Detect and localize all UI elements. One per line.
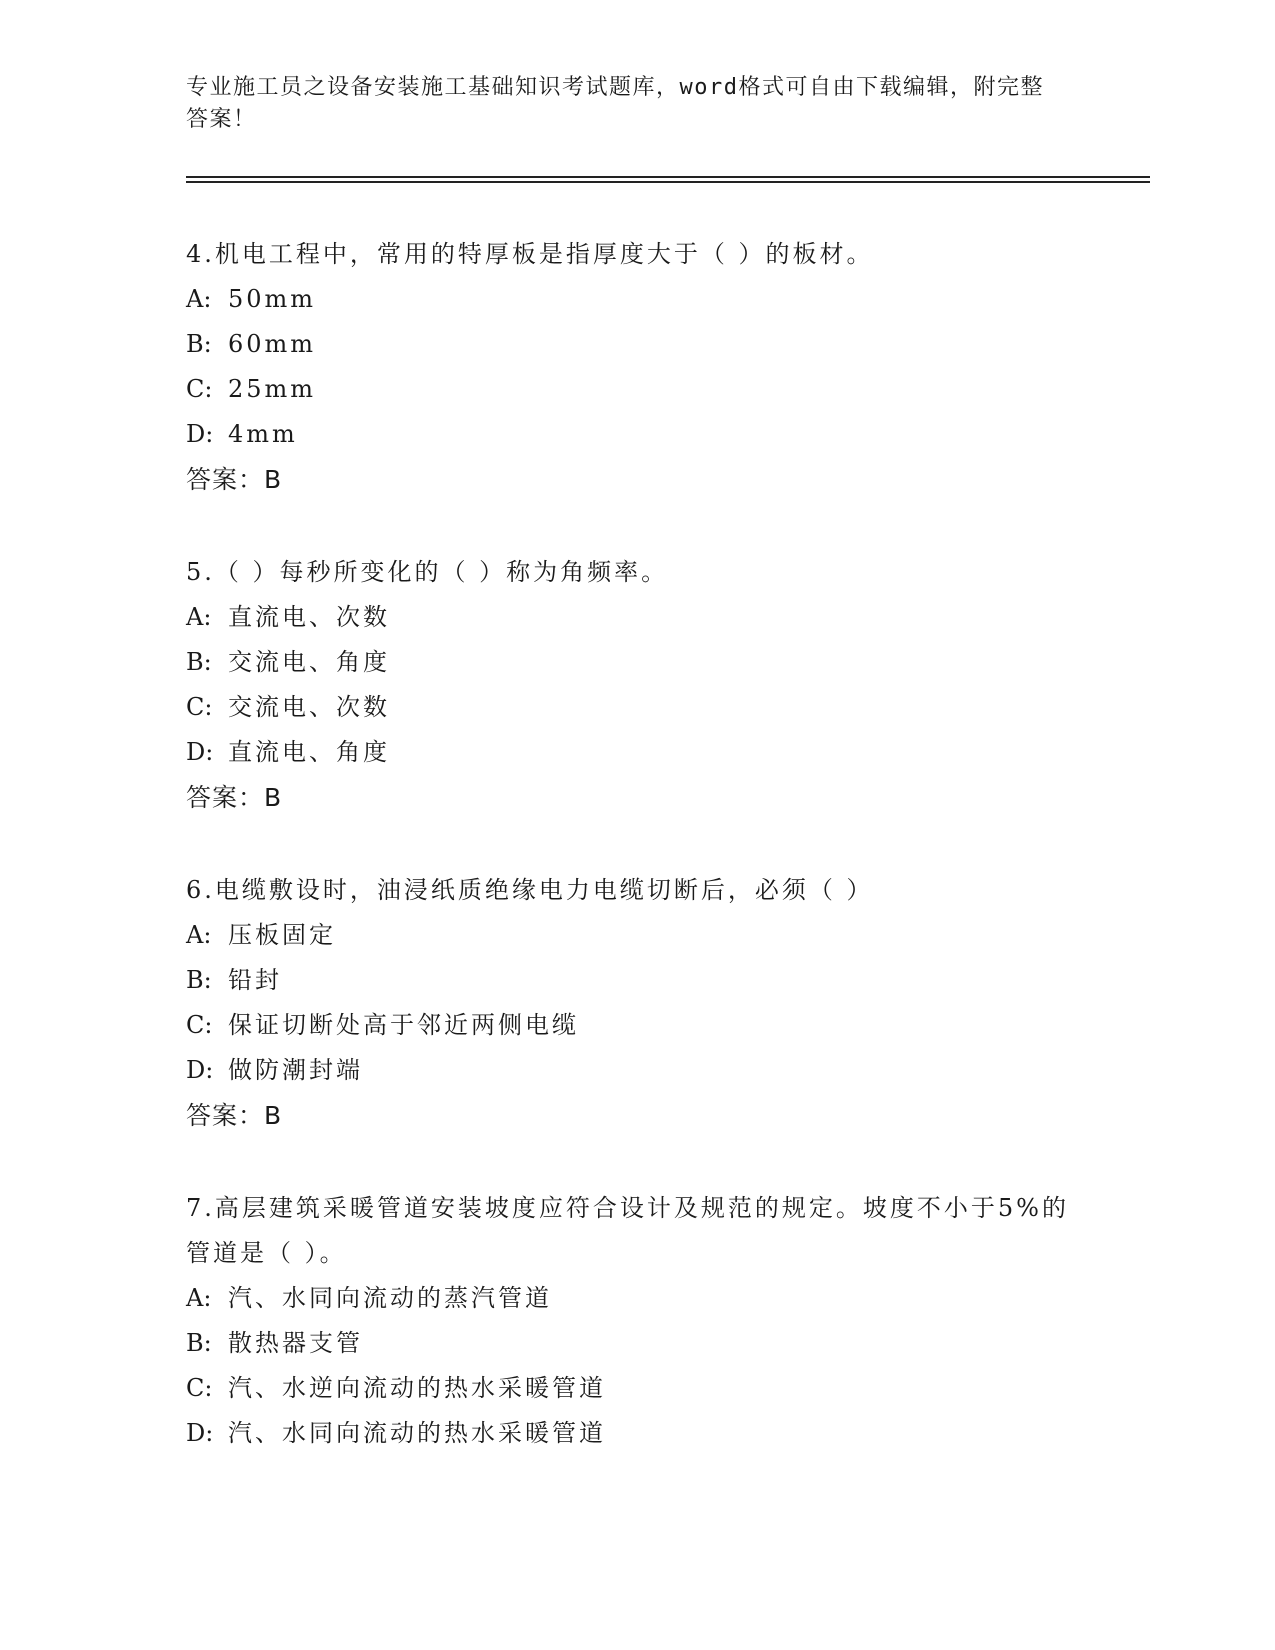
option-letter: B: bbox=[186, 966, 212, 994]
option-b bbox=[186, 958, 1086, 1003]
question-block bbox=[186, 1186, 1086, 1456]
option-text: 直流电、次数 bbox=[228, 603, 390, 631]
document-header: 专业施工员之设备安装施工基础知识考试题库，word格式可自由下载编辑，附完整答案！ bbox=[186, 75, 1044, 132]
option-a bbox=[186, 277, 1086, 322]
option-c bbox=[186, 1003, 1086, 1048]
option-text: 60mm bbox=[228, 330, 317, 358]
option-letter: B: bbox=[186, 330, 212, 358]
option-text: 散热器支管 bbox=[228, 1329, 363, 1357]
option-text: 交流电、次数 bbox=[228, 693, 390, 721]
answer-line: 答案：B bbox=[186, 1101, 283, 1130]
question-block bbox=[186, 232, 1086, 502]
option-c bbox=[186, 685, 1086, 730]
option-b bbox=[186, 322, 1086, 367]
option-letter: A: bbox=[186, 603, 212, 631]
option-text: 50mm bbox=[228, 285, 317, 313]
option-text: 铅封 bbox=[228, 966, 282, 994]
option-c bbox=[186, 367, 1086, 412]
option-letter: A: bbox=[186, 921, 212, 949]
option-text: 汽、水逆向流动的热水采暖管道 bbox=[228, 1374, 606, 1402]
option-text: 压板固定 bbox=[228, 921, 336, 949]
question-block bbox=[186, 868, 1086, 1138]
option-letter: B: bbox=[186, 648, 212, 676]
option-letter: A: bbox=[186, 285, 212, 313]
option-d bbox=[186, 1048, 1086, 1093]
option-d bbox=[186, 730, 1086, 775]
option-a bbox=[186, 595, 1086, 640]
option-a bbox=[186, 1276, 1086, 1321]
question-block bbox=[186, 550, 1086, 820]
option-text: 交流电、角度 bbox=[228, 648, 390, 676]
option-letter: D: bbox=[186, 1056, 214, 1084]
option-letter: D: bbox=[186, 1419, 214, 1447]
header-divider-bottom bbox=[186, 181, 1150, 183]
option-letter: D: bbox=[186, 738, 214, 766]
question-stem: 7.高层建筑采暖管道安装坡度应符合设计及规范的规定。坡度不小于5%的管道是（ ）。 bbox=[186, 1194, 1069, 1267]
question-stem: 5.（ ）每秒所变化的（ ）称为角频率。 bbox=[186, 558, 669, 586]
option-text: 直流电、角度 bbox=[228, 738, 390, 766]
option-text: 4mm bbox=[228, 420, 298, 448]
option-d bbox=[186, 412, 1086, 457]
question-stem: 4.机电工程中，常用的特厚板是指厚度大于（ ）的板材。 bbox=[186, 240, 874, 268]
option-letter: C: bbox=[186, 1374, 213, 1402]
option-text: 汽、水同向流动的热水采暖管道 bbox=[228, 1419, 606, 1447]
option-text: 做防潮封端 bbox=[228, 1056, 363, 1084]
question-stem: 6.电缆敷设时，油浸纸质绝缘电力电缆切断后，必须（ ） bbox=[186, 876, 874, 904]
option-letter: B: bbox=[186, 1329, 212, 1357]
option-text: 25mm bbox=[228, 375, 317, 403]
option-letter: A: bbox=[186, 1284, 212, 1312]
option-letter: C: bbox=[186, 1011, 213, 1039]
option-letter: C: bbox=[186, 693, 213, 721]
option-text: 汽、水同向流动的蒸汽管道 bbox=[228, 1284, 552, 1312]
answer-line: 答案：B bbox=[186, 465, 283, 494]
option-text: 保证切断处高于邻近两侧电缆 bbox=[228, 1011, 579, 1039]
option-c bbox=[186, 1366, 1086, 1411]
header-divider-top bbox=[186, 176, 1150, 178]
answer-line: 答案：B bbox=[186, 783, 283, 812]
option-letter: D: bbox=[186, 420, 214, 448]
option-d bbox=[186, 1411, 1086, 1456]
option-a bbox=[186, 913, 1086, 958]
option-letter: C: bbox=[186, 375, 213, 403]
option-b bbox=[186, 1321, 1086, 1366]
option-b bbox=[186, 640, 1086, 685]
